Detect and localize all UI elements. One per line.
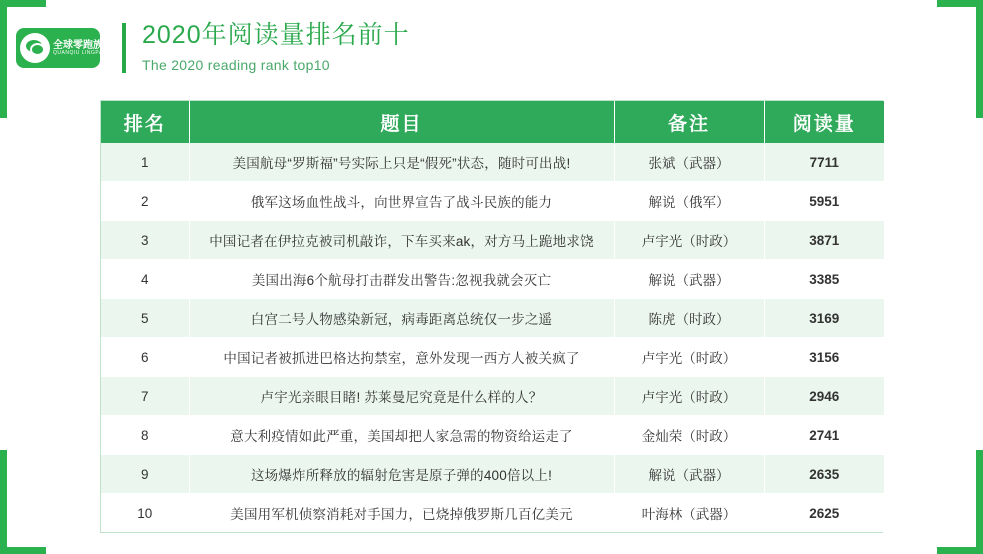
cell-rank: 8 [101, 416, 189, 455]
table-row [101, 260, 884, 299]
cell-rank: 9 [101, 455, 189, 494]
table-row [101, 416, 884, 455]
page-header [0, 0, 983, 78]
brand-logo [16, 28, 115, 68]
cell-note: 陈虎（时政） [614, 299, 764, 338]
cell-count: 2946 [764, 377, 884, 416]
cell-title: 美国用军机侦察消耗对手国力，已烧掉俄罗斯几百亿美元 [189, 494, 614, 533]
table-body [101, 143, 884, 532]
cell-count: 3169 [764, 299, 884, 338]
cell-rank: 10 [101, 494, 189, 533]
corner-decoration-top-left-horizontal [0, 0, 46, 7]
cell-title: 美国航母“罗斯福”号实际上只是“假死”状态，随时可出战! [189, 143, 614, 182]
cell-rank: 5 [101, 299, 189, 338]
cell-rank: 4 [101, 260, 189, 299]
corner-decoration-bottom-right-vertical [976, 450, 983, 554]
cell-title: 这场爆炸所释放的辐射危害是原子弹的400倍以上! [189, 455, 614, 494]
title-divider [122, 23, 126, 73]
cell-note: 解说（武器） [614, 455, 764, 494]
cell-note: 解说（俄军） [614, 182, 764, 221]
cell-count: 3385 [764, 260, 884, 299]
column-header-title: 题目 [189, 101, 614, 143]
cell-count: 5951 [764, 182, 884, 221]
cell-rank: 3 [101, 221, 189, 260]
cell-count: 3156 [764, 338, 884, 377]
cell-count: 7711 [764, 143, 884, 182]
cell-note: 卢宇光（时政） [614, 377, 764, 416]
cell-note: 张斌（武器） [614, 143, 764, 182]
brand-logo-subtext: QUANQIU LINGPAOZU [53, 49, 115, 56]
page-subtitle: The 2020 reading rank top10 [142, 56, 330, 73]
cell-rank: 7 [101, 377, 189, 416]
table-row [101, 299, 884, 338]
cell-count: 2625 [764, 494, 884, 533]
column-header-count: 阅读量 [764, 101, 884, 143]
corner-decoration-bottom-left-vertical [0, 450, 7, 554]
cell-note: 解说（武器） [614, 260, 764, 299]
cell-count: 2635 [764, 455, 884, 494]
table-row [101, 182, 884, 221]
cell-rank: 1 [101, 143, 189, 182]
table-row [101, 143, 884, 182]
corner-decoration-top-right-horizontal [937, 0, 983, 7]
cell-rank: 2 [101, 182, 189, 221]
cell-note: 卢宇光（时政） [614, 221, 764, 260]
cell-title: 俄军这场血性战斗，向世界宣告了战斗民族的能力 [189, 182, 614, 221]
title-group [142, 20, 410, 75]
corner-decoration-top-left-vertical [0, 0, 7, 118]
column-header-note: 备注 [614, 101, 764, 143]
rank-table-container [100, 100, 883, 533]
corner-decoration-bottom-right-horizontal [937, 547, 983, 554]
cell-count: 3871 [764, 221, 884, 260]
panda-icon [20, 33, 50, 63]
cell-note: 叶海林（武器） [614, 494, 764, 533]
cell-title: 中国记者被抓进巴格达拘禁室，意外发现一西方人被关疯了 [189, 338, 614, 377]
cell-title: 美国出海6个航母打击群发出警告:忽视我就会灭亡 [189, 260, 614, 299]
table-header-row [101, 101, 884, 143]
cell-title: 意大利疫情如此严重，美国却把人家急需的物资给运走了 [189, 416, 614, 455]
table-row [101, 455, 884, 494]
cell-note: 卢宇光（时政） [614, 338, 764, 377]
table-row [101, 338, 884, 377]
cell-title: 白宫二号人物感染新冠，病毒距离总统仅一步之遥 [189, 299, 614, 338]
cell-count: 2741 [764, 416, 884, 455]
cell-title: 卢宇光亲眼目睹! 苏莱曼尼究竟是什么样的人？ [189, 377, 614, 416]
table-row [101, 221, 884, 260]
cell-note: 金灿荣（时政） [614, 416, 764, 455]
table-row [101, 377, 884, 416]
rank-table [101, 101, 884, 532]
column-header-rank: 排名 [101, 101, 189, 143]
page-title: 2020年阅读量排名前十 [142, 21, 410, 50]
table-row [101, 494, 884, 533]
cell-title: 中国记者在伊拉克被司机敲诈，下车买来ak，对方马上跪地求饶 [189, 221, 614, 260]
corner-decoration-top-right-vertical [976, 0, 983, 118]
corner-decoration-bottom-left-horizontal [0, 547, 46, 554]
brand-logo-text: 全球零跑族 QUANQIU LINGPAOZU [53, 39, 115, 56]
cell-rank: 6 [101, 338, 189, 377]
